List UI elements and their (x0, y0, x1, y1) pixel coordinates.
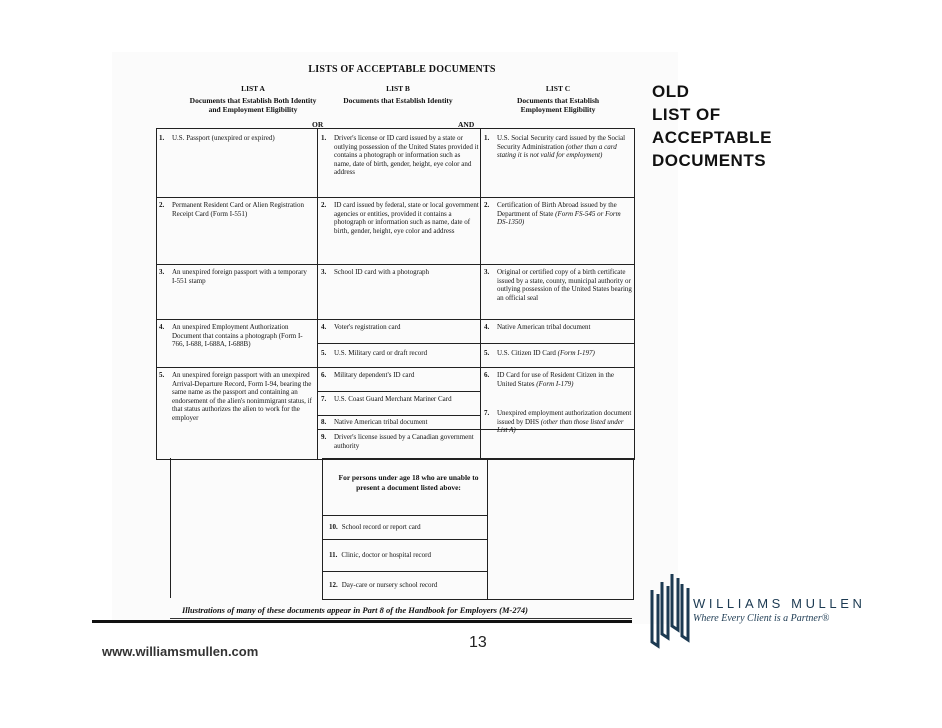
list-a-item: 4. An unexpired Employment Authorization Document that contains a photograph (Form I-766, I-688, I-688A, I-688B) (159, 323, 303, 349)
under-18-item: 11. Clinic, doctor or hospital record (329, 551, 431, 559)
list-c-name: LIST C (545, 84, 571, 93)
under-18-header: For persons under age 18 who are unable to present a document listed above: (338, 473, 479, 492)
slide-title: OLD LIST OF ACCEPTABLE DOCUMENTS (652, 82, 772, 170)
list-b-item: 2. ID card issued by federal, state or local government agencies or entities, provided it contains a photograph or information such as name, date of birth, gender, height, eye color and address (321, 201, 479, 235)
documents-table (156, 128, 635, 460)
logo-tagline: Where Every Client is a Partner® (693, 613, 830, 624)
list-c-header (498, 84, 618, 114)
list-b-item: 4. Voter's registration card (321, 323, 401, 331)
list-b-item: 1. Driver's license or ID card issued by a state or outlying possession of the United States provided it contains a photograph or information such as name, date of birth, gender, height, eye color and address (321, 134, 479, 177)
under-18-item: 12. Day-care or nursery school record (329, 581, 438, 589)
list-c-item: 2. Certification of Birth Abroad issued by the Department of State (Form FS-545 or Form DS-1350) (484, 201, 621, 227)
list-b-item: 6. Military dependent's ID card (321, 371, 415, 379)
williams-mullen-logo-icon (648, 570, 692, 650)
list-b-item: 8. Native American tribal document (321, 418, 428, 426)
list-c-desc: Documents that Establish Employment Eligibility (516, 96, 600, 114)
list-a-item: 2. Permanent Resident Card or Alien Registration Receipt Card (Form I-551) (159, 201, 305, 218)
footnote-rule (170, 618, 632, 619)
list-b-item: 7. U.S. Coast Guard Merchant Mariner Card (321, 395, 452, 403)
list-a-desc: Documents that Establish Both Identity and Employment Eligibility (189, 96, 317, 114)
list-c-item: 4. Native American tribal document (484, 323, 591, 331)
footer-url[interactable]: www.williamsmullen.com (102, 644, 259, 659)
footer-rule (92, 620, 632, 623)
list-a-item: 5. An unexpired foreign passport with an unexpired Arrival-Departure Record, Form I-94, bearing the same name as the passport and containing an endorsement of the alien's nonimmigrant status, if that status authorizes the alien to work for the employer (159, 371, 312, 422)
scanned-form (112, 52, 678, 624)
page-number: 13 (469, 634, 487, 651)
list-c-item: 3. Original or certified copy of a birth certificate issued by a state, county, municipal authority or outlying possession of the United States bearing an official seal (484, 268, 632, 302)
under-18-box (322, 458, 634, 600)
list-b-header (338, 84, 458, 105)
list-a-item: 3. An unexpired foreign passport with a temporary I-551 stamp (159, 268, 307, 285)
connector-and: AND (458, 120, 475, 129)
list-b-item: 5. U.S. Military card or draft record (321, 349, 428, 357)
list-c-item: 7. Unexpired employment authorization document issued by DHS (other than those listed under List A) (484, 409, 632, 435)
list-a-name: LIST A (241, 84, 265, 93)
blank-list-a-area (170, 458, 323, 598)
connector-or: OR (312, 120, 324, 129)
list-a-item: 1. U.S. Passport (unexpired or expired) (159, 134, 275, 142)
handbook-footnote: Illustrations of many of these documents appear in Part 8 of the Handbook for Employers (M-274) (182, 605, 528, 615)
list-b-item: 3. School ID card with a photograph (321, 268, 430, 276)
list-b-item: 9. Driver's license issued by a Canadian government authority (321, 433, 474, 450)
form-title: LISTS OF ACCEPTABLE DOCUMENTS (308, 64, 496, 75)
under-18-item: 10. School record or report card (329, 523, 421, 531)
list-c-item: 1. U.S. Social Security card issued by the Social Security Administration (other than a card stating it is not valid for employment) (484, 134, 626, 160)
list-b-desc: Documents that Establish Identity (343, 96, 453, 105)
list-a-header (188, 84, 318, 114)
list-c-item: 5. U.S. Citizen ID Card (Form I-197) (484, 349, 595, 357)
list-c-item: 6. ID Card for use of Resident Citizen in the United States (Form I-179) (484, 371, 615, 388)
logo-wordmark: WILLIAMS MULLEN (693, 596, 866, 611)
list-b-name: LIST B (386, 84, 410, 93)
